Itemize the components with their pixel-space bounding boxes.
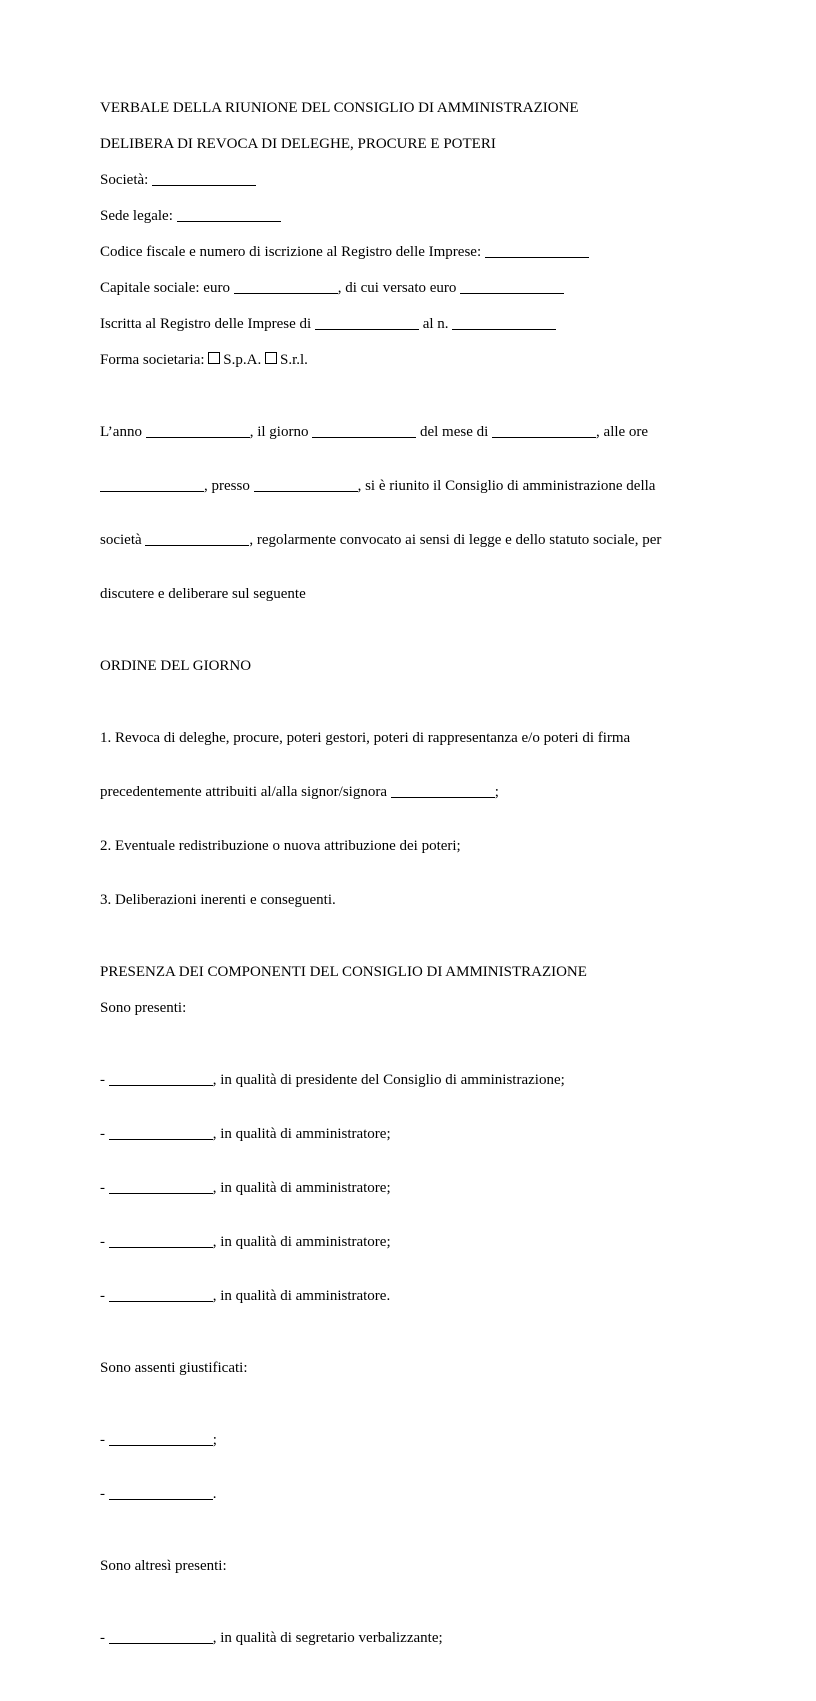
- intro-paragraph: [100, 387, 710, 639]
- blank-line[interactable]: [254, 477, 358, 492]
- dash: -: [100, 1180, 109, 1196]
- checkbox-srl[interactable]: [265, 352, 277, 364]
- blank-line[interactable]: [177, 207, 281, 222]
- blank-line[interactable]: [460, 279, 564, 294]
- blank-line[interactable]: [109, 1125, 213, 1140]
- blank-line[interactable]: [452, 315, 556, 330]
- list-item-text: , in qualità di amministratore.: [212, 1288, 391, 1304]
- agenda-item: 3. Deliberazioni inerenti e conseguenti.: [100, 892, 336, 908]
- intro-text: , si è riunito il Consiglio di amministrazione della: [357, 478, 656, 494]
- list-item-text: , in qualità di segretario verbalizzante;: [212, 1630, 443, 1646]
- field-label: Forma societaria:: [100, 352, 205, 368]
- blank-line[interactable]: [146, 423, 250, 438]
- field-label: , di cui versato euro: [337, 280, 457, 296]
- list-item-text: ;: [212, 1432, 217, 1448]
- agenda-item: 1. Revoca di deleghe, procure, poteri gestori, poteri di rappresentanza e/o poteri di firma: [100, 730, 631, 746]
- blank-line[interactable]: [109, 1071, 213, 1086]
- blank-line[interactable]: [109, 1431, 213, 1446]
- intro-line: [100, 423, 710, 441]
- dash: -: [100, 1072, 109, 1088]
- field-sede-legale: [100, 207, 710, 225]
- intro-text: del mese di: [416, 424, 493, 440]
- blank-line[interactable]: [109, 1233, 213, 1248]
- list-item: [100, 1125, 710, 1143]
- blank-line[interactable]: [315, 315, 419, 330]
- agenda-list: [100, 693, 710, 945]
- dash: -: [100, 1288, 109, 1304]
- intro-text: , presso: [204, 478, 254, 494]
- blank-line[interactable]: [100, 477, 204, 492]
- list-item: [100, 1485, 710, 1503]
- document-title: VERBALE DELLA RIUNIONE DEL CONSIGLIO DI AMMINISTRAZIONE: [100, 100, 579, 116]
- blank-line[interactable]: [152, 171, 256, 186]
- checkbox-spa[interactable]: [208, 352, 220, 364]
- checkbox-label-spa: S.p.A.: [223, 352, 262, 368]
- dash: -: [100, 1486, 109, 1502]
- field-iscritta: [100, 315, 710, 333]
- presence-heading: PRESENZA DEI COMPONENTI DEL CONSIGLIO DI AMMINISTRAZIONE: [100, 964, 587, 980]
- list-item-text: , in qualità di amministratore;: [212, 1180, 391, 1196]
- agenda-heading: ORDINE DEL GIORNO: [100, 658, 252, 674]
- blank-line[interactable]: [492, 423, 596, 438]
- field-label: Società:: [100, 172, 149, 188]
- document-page: [100, 99, 710, 1701]
- dash: -: [100, 1432, 109, 1448]
- field-label: Codice fiscale e numero di iscrizione al Registro delle Imprese:: [100, 244, 482, 260]
- absent-label: Sono assenti giustificati:: [100, 1360, 248, 1376]
- list-item-text: , in qualità di presidente del Consiglio di amministrazione;: [212, 1072, 565, 1088]
- blank-line[interactable]: [485, 243, 589, 258]
- blank-line[interactable]: [109, 1287, 213, 1302]
- list-item-text: .: [212, 1486, 217, 1502]
- intro-line: discutere e deliberare sul seguente: [100, 586, 306, 602]
- blank-line[interactable]: [391, 783, 495, 798]
- list-item: [100, 1179, 710, 1197]
- field-label: Capitale sociale: euro: [100, 280, 230, 296]
- also-present-list: [100, 1593, 710, 1683]
- blank-line[interactable]: [234, 279, 338, 294]
- blank-line[interactable]: [312, 423, 416, 438]
- list-item: [100, 1233, 710, 1251]
- field-capitale-sociale: [100, 279, 710, 297]
- list-item: [100, 1431, 710, 1449]
- intro-line: [100, 477, 710, 495]
- field-label: Iscritta al Registro delle Imprese di: [100, 316, 312, 332]
- blank-line[interactable]: [109, 1629, 213, 1644]
- blank-line[interactable]: [145, 531, 249, 546]
- blank-line[interactable]: [109, 1179, 213, 1194]
- blank-line[interactable]: [109, 1485, 213, 1500]
- intro-text: società: [100, 532, 146, 548]
- field-label: al n.: [418, 316, 449, 332]
- list-item: [100, 1071, 710, 1089]
- present-list: [100, 1035, 710, 1341]
- checkbox-label-srl: S.r.l.: [279, 352, 308, 368]
- agenda-text: ;: [494, 784, 499, 800]
- dash: -: [100, 1630, 109, 1646]
- intro-text: , alle ore: [596, 424, 649, 440]
- dash: -: [100, 1234, 109, 1250]
- field-label: Sede legale:: [100, 208, 173, 224]
- present-label: Sono presenti:: [100, 1000, 187, 1016]
- agenda-text: precedentemente attribuiti al/alla signor/signora: [100, 784, 391, 800]
- field-societa: [100, 171, 710, 189]
- list-item: [100, 1629, 710, 1647]
- intro-line: [100, 531, 710, 549]
- agenda-item: 2. Eventuale redistribuzione o nuova attribuzione dei poteri;: [100, 838, 461, 854]
- intro-text: L’anno: [100, 424, 146, 440]
- list-item-text: , in qualità di amministratore;: [212, 1234, 391, 1250]
- dash: -: [100, 1126, 109, 1142]
- document-subtitle: DELIBERA DI REVOCA DI DELEGHE, PROCURE E POTERI: [100, 136, 496, 152]
- field-codice-fiscale: [100, 243, 710, 261]
- list-item-text: , in qualità di amministratore;: [212, 1126, 391, 1142]
- field-forma-societaria: [100, 351, 710, 369]
- absent-list: [100, 1395, 710, 1539]
- list-item: [100, 1287, 710, 1305]
- intro-text: , il giorno: [249, 424, 313, 440]
- intro-text: , regolarmente convocato ai sensi di legge e dello statuto sociale, per: [249, 532, 662, 548]
- agenda-item: [100, 783, 710, 801]
- also-present-label: Sono altresì presenti:: [100, 1558, 227, 1574]
